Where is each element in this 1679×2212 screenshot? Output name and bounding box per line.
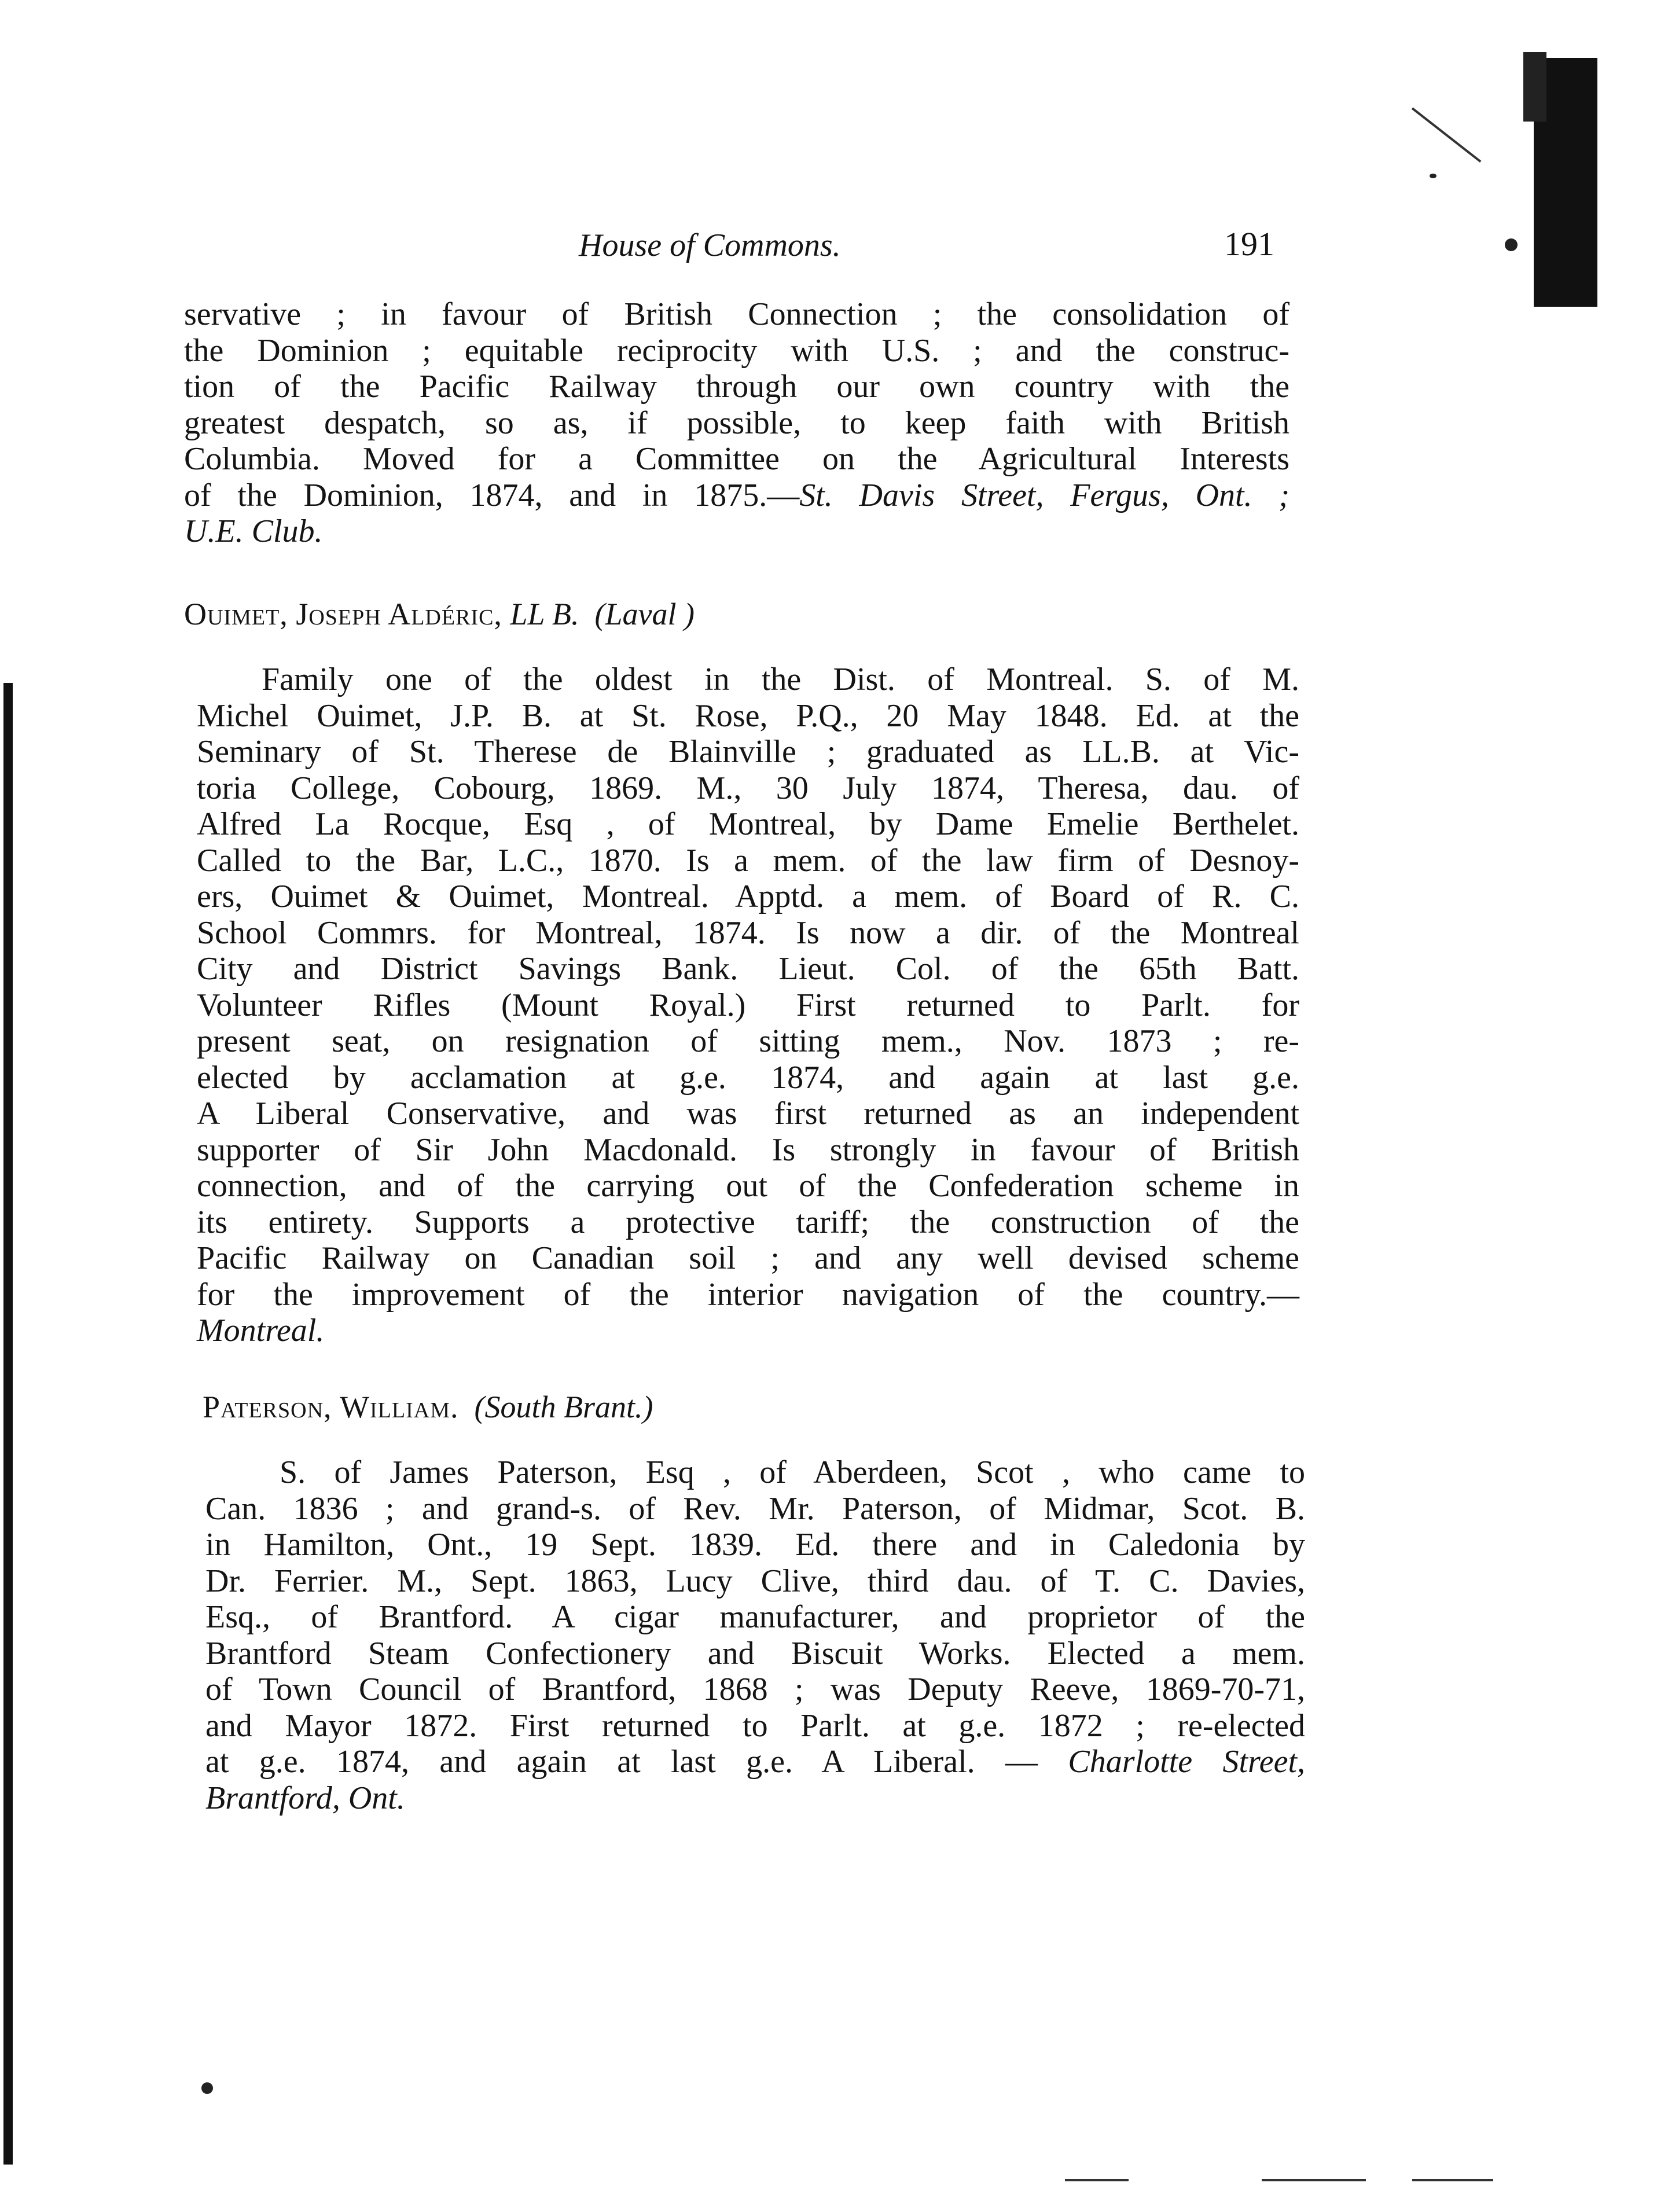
text-line: Michel Ouimet, J.P. B. at St. Rose, P.Q., 20 May 1848. Ed. at the	[197, 697, 1299, 734]
text-line: Brantford Steam Confectionery and Biscuit Works. Elected a mem.	[205, 1635, 1305, 1671]
club-line: U.E. Club.	[184, 513, 323, 549]
scan-edge-line-left	[3, 683, 13, 2165]
text-line: School Commrs. for Montreal, 1874. Is now a dir. of the Montreal	[197, 914, 1299, 951]
text-line: toria College, Cobourg, 1869. M., 30 July 1874, Theresa, dau. of	[197, 770, 1299, 806]
scan-mark-slash	[1412, 107, 1482, 163]
scan-dash	[1412, 2179, 1493, 2181]
text-line: greatest despatch, so as, if possible, to keep faith with British	[184, 405, 1289, 441]
member-riding: (Laval )	[594, 597, 695, 631]
text-line: servative ; in favour of British Connection ; the consolidation of	[184, 296, 1289, 332]
text-line: City and District Savings Bank. Lieut. Col. of the 65th Batt.	[197, 951, 1299, 987]
text-line: S. of James Paterson, Esq , of Aberdeen, Scot , who came to	[280, 1454, 1305, 1490]
text-line: elected by acclamation at g.e. 1874, and again at last g.e.	[197, 1059, 1299, 1096]
text-line: Can. 1836 ; and grand-s. of Rev. Mr. Paterson, of Midmar, Scot. B.	[205, 1490, 1305, 1527]
entry-heading-ouimet	[184, 596, 695, 632]
scan-dash	[1065, 2179, 1129, 2181]
text-line: Esq., of Brantford. A cigar manufacturer, and proprietor of the	[205, 1599, 1305, 1635]
text-line: its entirety. Supports a protective tariff; the construction of the	[197, 1204, 1299, 1240]
scan-speck	[201, 2082, 213, 2094]
member-surname: Paterson,	[203, 1390, 332, 1424]
biography-ouimet	[197, 662, 1299, 1349]
text-line: ers, Ouimet & Ouimet, Montreal. Apptd. a mem. of Board of R. C.	[197, 879, 1299, 914]
text-segment: of the Dominion, 1874, and in 1875.—	[184, 477, 800, 513]
text-line: in Hamilton, Ont., 19 Sept. 1839. Ed. there and in Caledonia by	[205, 1527, 1305, 1563]
text-line: connection, and of the carrying out of the Confederation scheme in	[197, 1168, 1299, 1204]
member-riding: (South Brant.)	[474, 1390, 653, 1424]
scan-edge-bar-cap	[1523, 52, 1546, 122]
text-line: Columbia. Moved for a Committee on the Agricultural Interests	[184, 441, 1289, 477]
member-degree: LL B.	[510, 597, 579, 631]
member-given-names: Joseph Aldéric,	[296, 597, 502, 631]
text-line: Called to the Bar, L.C., 1870. Is a mem. of the law firm of Desnoy-	[197, 842, 1299, 879]
scan-speck	[1505, 238, 1518, 251]
text-line: Seminary of St. Therese de Blainville ; graduated as LL.B. at Vic-	[197, 734, 1299, 770]
running-title: House of Commons.	[579, 227, 841, 263]
address-line: Brantford, Ont.	[205, 1780, 405, 1816]
text-line: Dr. Ferrier. M., Sept. 1863, Lucy Clive, third dau. of T. C. Davies,	[205, 1563, 1305, 1599]
text-line: Family one of the oldest in the Dist. of Montreal. S. of M.	[262, 662, 1299, 697]
text-line	[205, 1744, 1305, 1780]
text-segment: at g.e. 1874, and again at last g.e. A Liberal. —	[205, 1744, 1068, 1780]
text-line: Pacific Railway on Canadian soil ; and any well devised scheme	[197, 1240, 1299, 1276]
text-line: supporter of Sir John Macdonald. Is strongly in favour of British	[197, 1131, 1299, 1168]
biography-paterson	[205, 1454, 1305, 1816]
entry-heading-paterson	[203, 1389, 653, 1425]
continuation-paragraph	[184, 296, 1289, 550]
text-line: present seat, on resignation of sitting mem., Nov. 1873 ; re-	[197, 1023, 1299, 1059]
text-line: for the improvement of the interior navigation of the country.—	[197, 1276, 1299, 1313]
address-italic: Charlotte Street,	[1068, 1744, 1306, 1780]
member-surname: Ouimet,	[184, 597, 288, 631]
text-line: and Mayor 1872. First returned to Parlt. at g.e. 1872 ; re-elected	[205, 1707, 1305, 1744]
text-line: Alfred La Rocque, Esq , of Montreal, by Dame Emelie Berthelet.	[197, 806, 1299, 842]
scan-speck	[1430, 174, 1436, 178]
text-line: Volunteer Rifles (Mount Royal.) First returned to Parlt. for	[197, 987, 1299, 1023]
text-line: tion of the Pacific Railway through our own country with the	[184, 369, 1289, 405]
address-line: Montreal.	[197, 1313, 325, 1348]
text-line: of Town Council of Brantford, 1868 ; was Deputy Reeve, 1869-70-71,	[205, 1671, 1305, 1707]
text-line	[184, 477, 1289, 514]
text-line: the Dominion ; equitable reciprocity with U.S. ; and the construc-	[184, 332, 1289, 369]
text-line: A Liberal Conservative, and was first returned as an independent	[197, 1096, 1299, 1131]
address-italic: St. Davis Street, Fergus, Ont. ;	[799, 477, 1290, 513]
page-number: 191	[1224, 225, 1274, 263]
scan-dash	[1262, 2179, 1366, 2181]
member-given-names: William.	[340, 1390, 459, 1424]
